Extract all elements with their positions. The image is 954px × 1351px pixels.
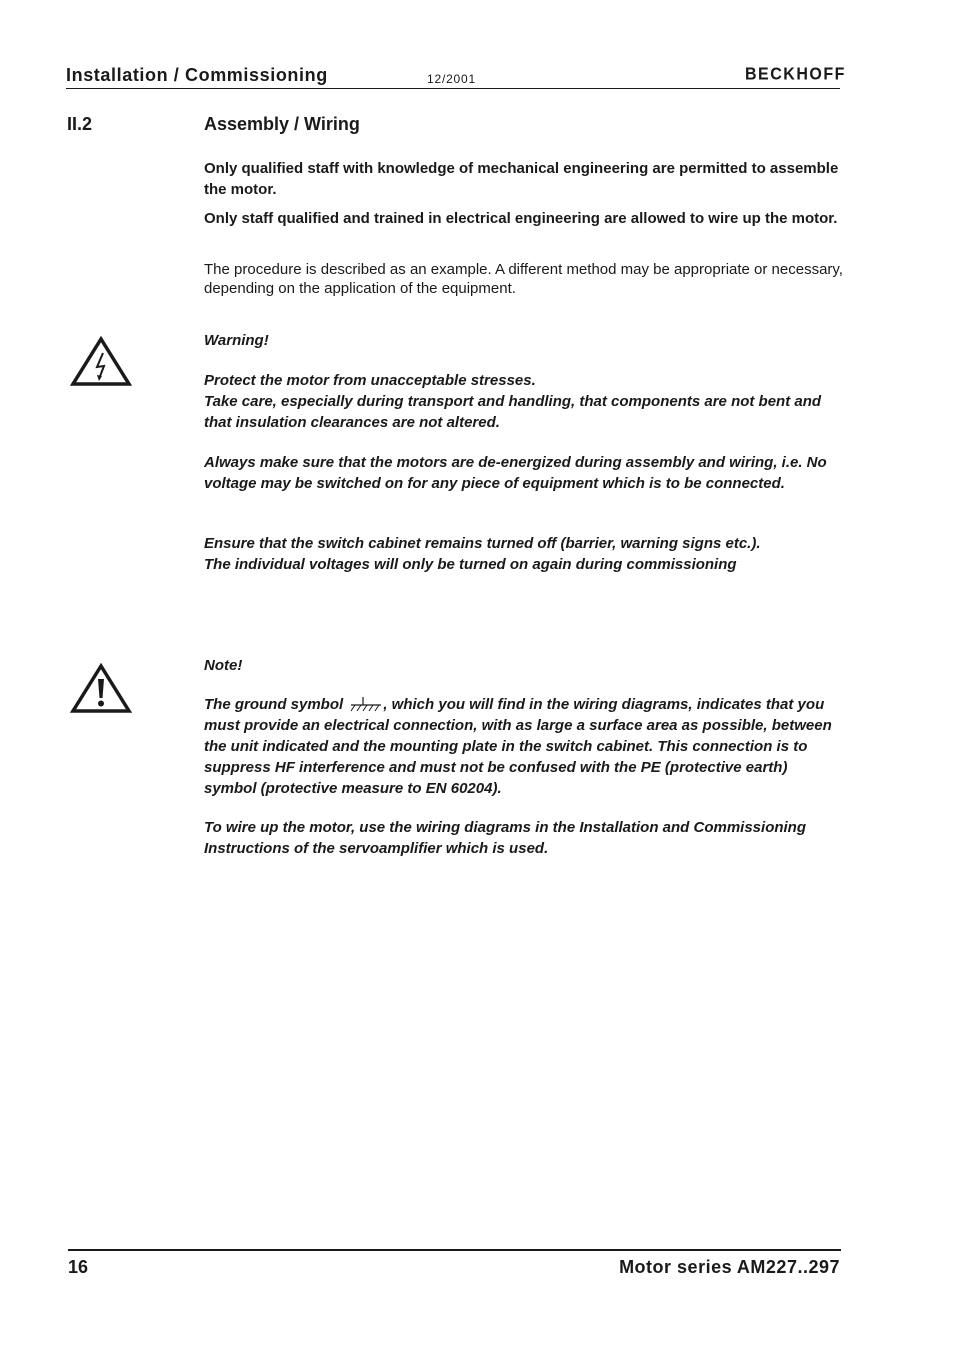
warning-line: Take care, especially during transport and handling, that components are not bent and that insulation clearances are not altered. <box>204 393 822 431</box>
note-text-after: , which you will find in the wiring diagrams, indicates that you must provide an electrical connection, with as large a surface area as possible, between the unit indicated and the mounting plate in the switch cabinet. This connection is to suppress HF interference and must not be confused with the PE (protective earth) symbol (protective measure to EN 60204). <box>204 696 832 797</box>
note-paragraph-1 <box>204 694 844 799</box>
footer-series: Motor series AM227..297 <box>619 1257 840 1277</box>
warning-paragraph-1 <box>204 370 844 433</box>
electric-hazard-icon <box>70 335 132 387</box>
note-heading: Note! <box>204 657 243 674</box>
note-text-before: The ground symbol <box>204 696 344 713</box>
ground-symbol-icon <box>347 696 383 712</box>
header-date: 12/2001 <box>427 72 476 86</box>
warning-paragraph-2: Always make sure that the motors are de-energized during assembly and wiring, i.e. No voltage may be switched on for any piece of equipment which is to be connected. <box>204 454 827 492</box>
intro-paragraph-2: Only staff qualified and trained in electrical engineering are allowed to wire up the motor. <box>204 210 838 227</box>
warning-heading: Warning! <box>204 332 269 349</box>
intro-paragraph-3: The procedure is described as an example. A different method may be appropriate or necessary, depending on the application of the equipment. <box>204 261 843 297</box>
warning-line: Protect the motor from unacceptable stresses. <box>204 372 536 389</box>
note-paragraph-2: To wire up the motor, use the wiring diagrams in the Installation and Commissioning Instructions of the servoamplifier which is used. <box>204 819 807 857</box>
page-number: 16 <box>68 1257 89 1277</box>
section-number: II.2 <box>67 114 93 134</box>
warning-line: The individual voltages will only be turned on again during commissioning <box>204 556 737 573</box>
brand-logo: BECKHOFF <box>745 65 846 84</box>
warning-line: Ensure that the switch cabinet remains turned off (barrier, warning signs etc.). <box>204 535 761 552</box>
intro-paragraph-1: Only qualified staff with knowledge of mechanical engineering are permitted to assemble the motor. <box>204 160 839 198</box>
exclamation-warning-icon <box>70 662 132 714</box>
section-title: Assembly / Wiring <box>204 114 360 134</box>
header-divider <box>66 88 840 89</box>
footer-divider <box>68 1249 841 1251</box>
page-header-title: Installation / Commissioning <box>66 65 328 85</box>
warning-paragraph-3 <box>204 533 844 575</box>
